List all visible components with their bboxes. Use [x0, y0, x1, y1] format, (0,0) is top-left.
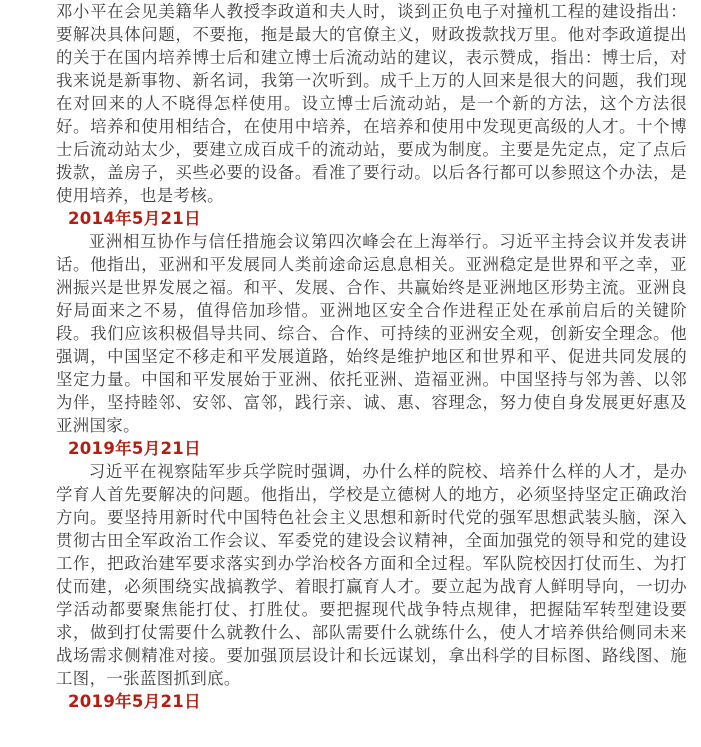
date-heading-2019-a: 2019年5月21日 [68, 439, 201, 458]
date-heading-2019-b: 2019年5月21日 [68, 692, 201, 711]
paragraph-deng-xiaoping: 邓小平在会见美籍华人教授李政道和夫人时，谈到正负电子对撞机工程的建设指出：要解决具体问题，不要拖，拖是最大的官僚主义，财政拨款找万里。他对李政道提出的关于在国内培养博士后和建立博士后流动站的建议，表示赞成，指出：博士后，对我来说是新事物、新名词，我第一次听到。成千上万的人回来是很大的问题，我们现在对回来的人不晓得怎样使用。设立博士后流动站，是一个新的方法，这个方法很好。培养和使用相结合，在使用中培养，在培养和使用中发现更高级的人才。十个博士后流动站太少，要建立成百成千的流动站，要成为制度。主要是先定点，定了点后拨款，盖房子，买些必要的设备。看准了要行动。以后各行都可以参照这个办法，是使用培养，也是考核。 [56, 2, 687, 205]
paragraph-cica-summit: 亚洲相互协作与信任措施会议第四次峰会在上海举行。习近平主持会议并发表讲话。他指出，亚洲和平发展同人类前途命运息息相关。亚洲稳定是世界和平之幸，亚洲振兴是世界发展之福。和平、发展、合作、共赢始终是亚洲地区形势主流。亚洲良好局面来之不易，值得倍加珍惜。亚洲地区安全合作进程正处在承前启后的关键阶段。我们应该积极倡导共同、综合、合作、可持续的亚洲安全观，创新安全理念。他强调，中国坚定不移走和平发展道路，始终是维护地区和世界和平、促进共同发展的坚定力量。中国和平发展始于亚洲、依托亚洲、造福亚洲。中国坚持与邻为善、以邻为伴，坚持睦邻、安邻、富邻，践行亲、诚、惠、容理念，努力使自身发展更好惠及亚洲国家。 [56, 232, 687, 435]
date-heading-2014: 2014年5月21日 [68, 209, 201, 228]
paragraph-army-infantry-academy: 习近平在视察陆军步兵学院时强调，办什么样的院校、培养什么样的人才，是办学育人首先要解决的问题。他指出，学校是立德树人的地方，必须坚持坚定正确政治方向。要坚持用新时代中国特色社会主义思想和新时代党的强军思想武装头脑，深入贯彻古田全军政治工作会议、军委党的建设会议精神，全面加强党的领导和党的建设工作，把政治建军要求落实到办学治校各方面和全过程。军队院校因打仗而生、为打仗而建，必须围绕实战搞教学、着眼打赢育人才。要立起为战育人鲜明导向，一切办学活动都要聚焦能打仗、打胜仗。要把握现代战争特点规律，把握陆军转型建设要求，做到打仗需要什么就教什么、部队需要什么就练什么，使人才培养供给侧同未来战场需求侧精准对接。要加强顶层设计和长远谋划，拿出科学的目标图、路线图、施工图，一张蓝图抓到底。 [56, 462, 687, 688]
